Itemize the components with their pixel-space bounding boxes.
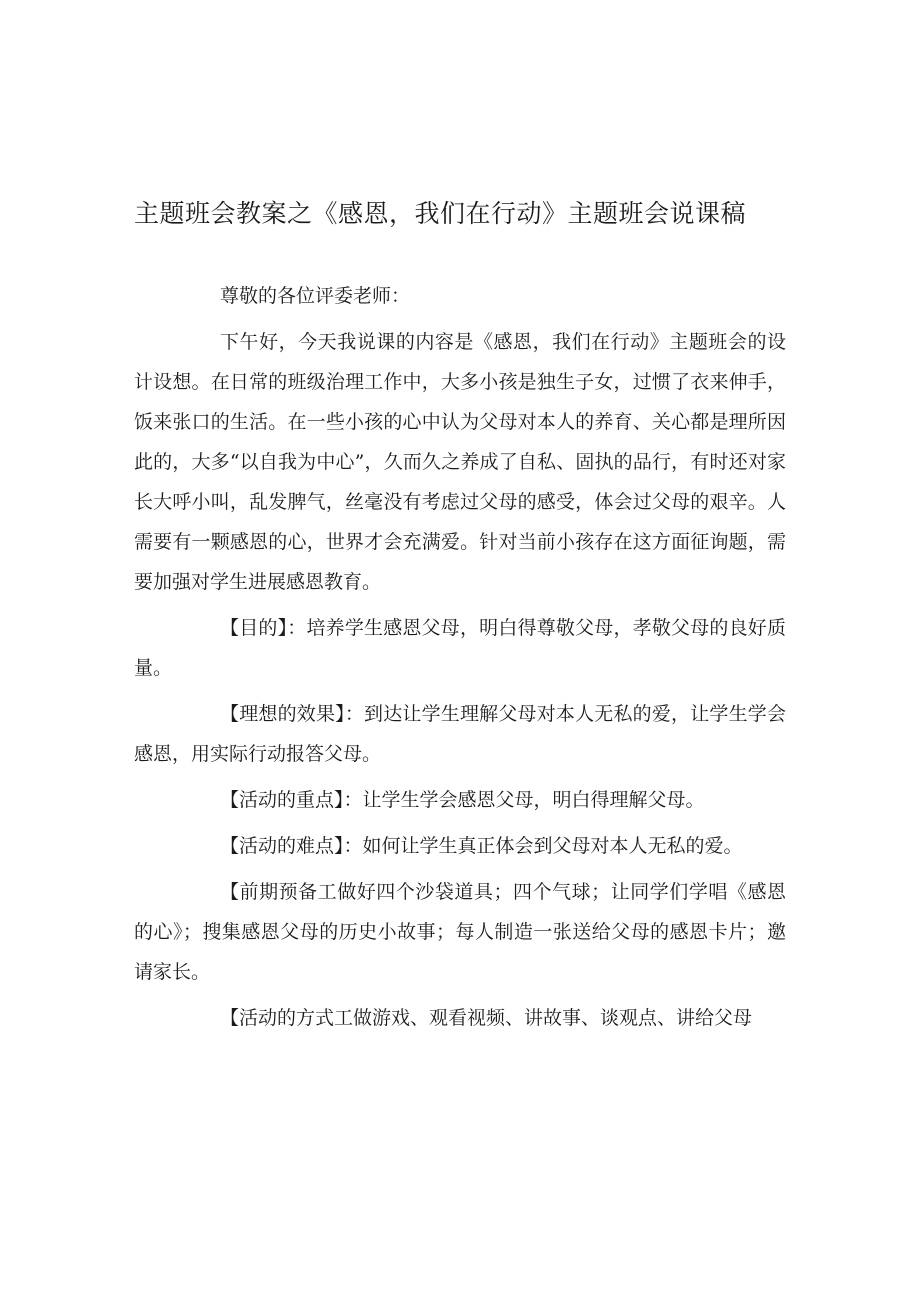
section-goal [134, 608, 786, 688]
section-label: 【活动的重点】 [220, 789, 344, 811]
section-difficulty [134, 826, 786, 866]
section-label: 【活动的难点】 [220, 835, 344, 857]
section-expected-effect [134, 694, 786, 774]
section-key-point [134, 780, 786, 820]
section-text: ：如何让学生真正体会到父母对本人无私的爱。 [343, 835, 743, 857]
section-text: ：培养学生感恩父母，明白得尊敬父母，孝敬父母的良好质量。 [134, 617, 786, 679]
section-label: 【活动的方式工 [220, 1007, 354, 1029]
section-label: 【理想的效果】 [220, 703, 345, 725]
section-text: ：到达让学生理解父母对本人无私的爱，让学生学会感恩，用实际行动报答父母。 [134, 703, 786, 765]
section-text: 做好四个沙袋道具；四个气球；让同学们学唱《感恩的心》；搜集感恩父母的历史小故事；每人制造一张送给父母的感恩卡片；邀请家长。 [134, 881, 786, 983]
section-text: 做游戏、观看视频、讲故事、谈观点、讲给父母 [353, 1007, 753, 1029]
salutation: 尊敬的各位评委老师： [220, 285, 411, 307]
section-activity-method [134, 998, 786, 1038]
document-title: 主题班会教案之《感恩，我们在行动》主题班会说课稿 [134, 199, 747, 228]
section-label: 【前期预备工 [220, 881, 338, 903]
section-text: ：让学生学会感恩父母，明白得理解父母。 [343, 789, 705, 811]
section-label: 【目的】 [220, 617, 288, 639]
document-body [134, 276, 786, 1038]
section-preparation [134, 872, 786, 992]
intro-paragraph: 下午好，今天我说课的内容是《感恩，我们在行动》主题班会的设计设想。在日常的班级治理工作中，大多小孩是独生子女，过惯了衣来伸手，饭来张口的生活。在一些小孩的心中认为父母对本人的养育、关心都是理所因此的，大多“以自我为中心”，久而久之养成了自私、固执的品行，有时还对家长大呼小叫，乱发脾气，丝毫没有考虑过父母的感受，体会过父母的艰辛。人需要有一颗感恩的心，世界才会充满爱。针对当前小孩存在这方面征询题，需要加强对学生进展感恩教育。 [134, 331, 786, 593]
